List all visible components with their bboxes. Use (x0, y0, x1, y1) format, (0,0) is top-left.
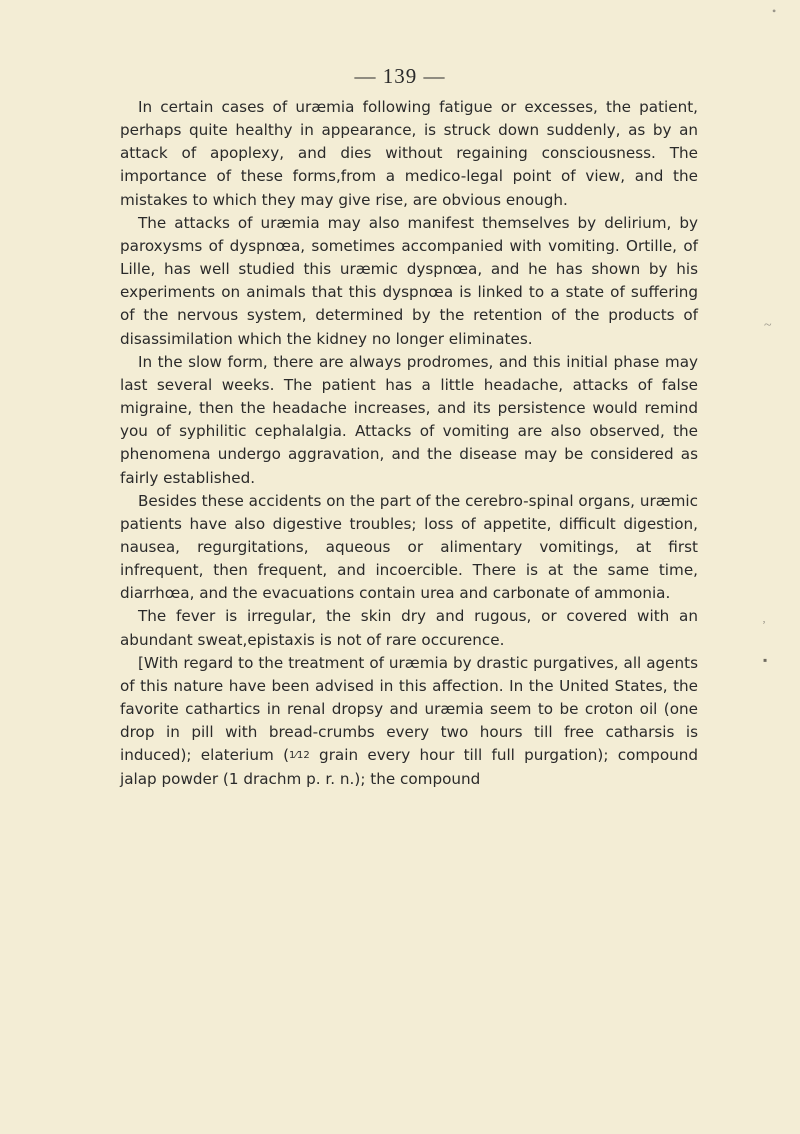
paragraph-1: In certain cases of uræmia following fatigue or excesses, the patient, perhaps quite healthy in appearance, is struck down suddenly, as by an attack of apoplexy, and dies without regaining consciousness. The importance of these forms,from a medico-legal point of view, and the mistakes to which they may give rise, are obvious enough. (120, 98, 698, 209)
paragraph-6-text-start: [With regard to the treatment of uræmia by drastic purgatives, all agents of this nature have been advised in this affection. In the United States, the favorite cathartics in renal dropsy and uræmia seem to be croton oil (one drop in pill with bread-crumbs every two hours till free catharsis is induced); elaterium ( (120, 653, 698, 765)
margin-mark-dot: • (772, 4, 777, 18)
paragraph-3: In the slow form, there are always prodromes, and this initial phase may last several weeks. The patient has a little headache, attacks of false migraine, then the headache increases, and its persistence would remind you of syphilitic cephalalgia. Attacks of vomiting are also observed, the phenomena undergo aggravation, and the disease may be considered as fairly established. (120, 352, 698, 487)
body-text (120, 96, 698, 791)
fraction-one-twelfth: 1⁄12 (289, 750, 310, 762)
paragraph-6 (120, 652, 698, 791)
paragraph-4: Besides these accidents on the part of the cerebro-spinal organs, uræmic patients have also digestive troubles; loss of appetite, difficult digestion, nausea, regurgitations, aqueous or alimentary vomitings, at first infrequent, then frequent, and incoercible. There is at the same time, diarrhœa, and the evacuations contain urea and carbonate of ammonia. (120, 491, 698, 603)
margin-mark-tick: ʼ (762, 618, 766, 632)
margin-mark-bullet: ▪ (763, 653, 768, 667)
paragraph-2: The attacks of uræmia may also manifest themselves by delirium, by paroxysms of dyspnœa, sometimes accompanied with vomiting. Ortille, of Lille, has well studied this uræmic dyspnœa, and he has shown by his experiments on animals that this dyspnœa is linked to a state of suffering of the nervous system, determined by the retention of the products of disassimilation which the kidney no longer eliminates. (120, 213, 698, 348)
paragraph-5: The fever is irregular, the skin dry and rugous, or covered with an abundant sweat,epistaxis is not of rare occurence. (120, 607, 698, 649)
margin-mark-dash: ~ (764, 318, 772, 333)
page-number: — 139 — (354, 64, 446, 88)
paragraph-6-text-end: grain every hour till full purgation); compound jalap powder (1 drachm p. r. n.); the compound (120, 746, 699, 788)
